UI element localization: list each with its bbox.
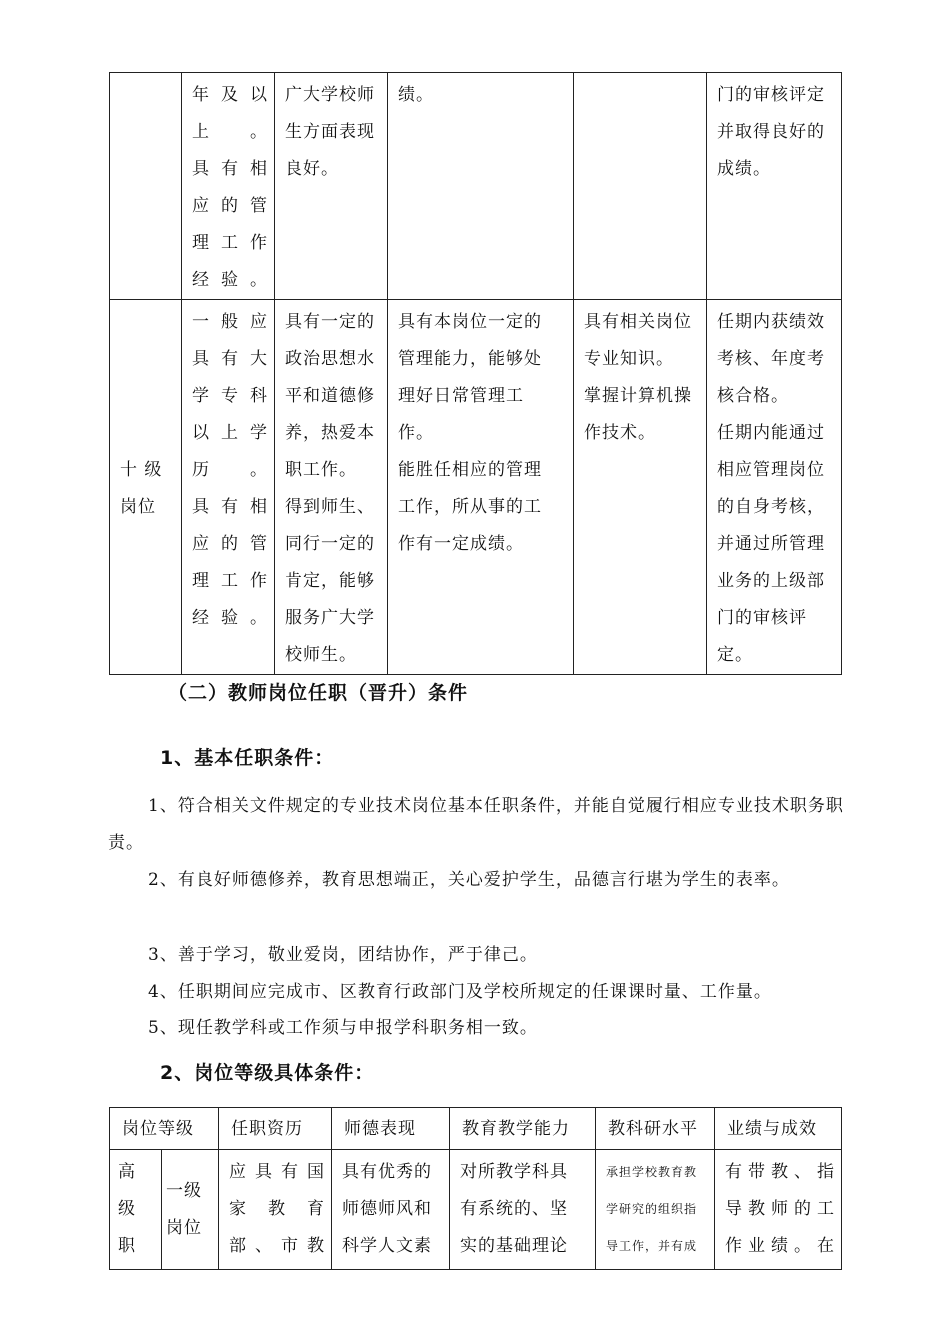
table-row xyxy=(110,1150,842,1270)
list-item: 4、任职期间应完成市、区教育行政部门及学校所规定的任课课时量、工作量。 xyxy=(148,982,772,1002)
table-cell xyxy=(388,73,574,300)
header-text: 业绩与成效 xyxy=(727,1118,817,1139)
header-text: 师德表现 xyxy=(344,1118,416,1139)
cell-text: 广大学校师 生方面表现 良好。 xyxy=(285,85,375,179)
table-cell xyxy=(574,73,707,300)
cell-text: 门的审核评定 并取得良好的 成绩。 xyxy=(717,85,825,179)
column-header xyxy=(715,1108,842,1150)
subsection-title-specific: 2、岗位等级具体条件： xyxy=(160,1062,375,1084)
table-cell xyxy=(182,73,275,300)
table-cell xyxy=(110,1150,162,1270)
cell-text: 应具有国 家教育 部、市教 xyxy=(229,1162,325,1256)
subsection-title-basic: 1、基本任职条件： xyxy=(160,747,335,769)
header-text: 教科研水平 xyxy=(608,1118,698,1139)
cell-text: 具有相关岗位 专业知识。 掌握计算机操 作技术。 xyxy=(584,312,692,443)
list-item: 1、符合相关文件规定的专业技术岗位基本任职条件，并能自觉履行相应专业技术职务职责。 xyxy=(108,796,844,853)
table-row xyxy=(110,73,842,300)
cell-text: 承担学校教育教 学研究的组织指 导工作，并有成 xyxy=(606,1165,698,1253)
cell-text: 有带教、指 导教师的工 作业绩。在 xyxy=(725,1162,835,1256)
table-cell xyxy=(707,73,842,300)
cell-text: 具有一定的 政治思想水 平和道德修 养，热爱本 职工作。 得到师生、 同行一定的 肯定，能够 服务广大学 校师生。 xyxy=(285,312,375,665)
table-cell xyxy=(182,300,275,675)
level-label: 一级 岗位 xyxy=(166,1180,202,1238)
section-title: （二）教师岗位任职（晋升）条件 xyxy=(168,682,469,704)
table-cell xyxy=(450,1150,596,1270)
cell-text xyxy=(110,73,181,77)
category-label: 高 级 职 xyxy=(118,1162,136,1256)
header-text: 任职资历 xyxy=(231,1118,303,1139)
cell-text: 年及以 上。 具有相 应的管 理工作 经验。 xyxy=(192,85,268,290)
header-text: 教育教学能力 xyxy=(462,1118,570,1139)
column-header xyxy=(110,1108,219,1150)
table-cell xyxy=(596,1150,715,1270)
teacher-post-conditions-table xyxy=(109,1107,842,1270)
table-cell xyxy=(110,300,182,675)
list-item: 5、现任教学科或工作须与申报学科职务相一致。 xyxy=(148,1018,538,1038)
admin-post-conditions-table xyxy=(109,72,842,675)
list-item: 2、有良好师德修养，教育思想端正，关心爱护学生，品德言行堪为学生的表率。 xyxy=(148,870,790,890)
table-cell xyxy=(162,1150,219,1270)
column-header xyxy=(596,1108,715,1150)
cell-text: 对所教学科具 有系统的、坚 实的基础理论 xyxy=(460,1162,568,1256)
column-header xyxy=(450,1108,596,1150)
cell-text: 任期内获绩效 考核、年度考 核合格。 任期内能通过 相应管理岗位 的自身考核， 并通过所管理 业务的上级部 门的审核评 定。 xyxy=(717,312,825,665)
column-header xyxy=(219,1108,332,1150)
cell-text: 绩。 xyxy=(398,85,434,105)
table-header-row xyxy=(110,1108,842,1150)
table-cell xyxy=(219,1150,332,1270)
header-text: 岗位等级 xyxy=(122,1118,194,1139)
table-cell xyxy=(715,1150,842,1270)
cell-text: 一般应 具有大 学专科 以上学 历。 具有相 应的管 理工作 经验。 xyxy=(192,312,268,628)
table-cell xyxy=(388,300,574,675)
table-cell xyxy=(707,300,842,675)
cell-text xyxy=(574,73,706,77)
table-cell xyxy=(275,300,388,675)
table-cell xyxy=(332,1150,450,1270)
cell-text: 具有优秀的 师德师风和 科学人文素 xyxy=(342,1162,432,1256)
list-item: 3、善于学习，敬业爱岗，团结协作，严于律己。 xyxy=(148,945,538,965)
table-row xyxy=(110,300,842,675)
table-cell xyxy=(574,300,707,675)
cell-text: 具有本岗位一定的 管理能力，能够处 理好日常管理工 作。 能胜任相应的管理 工作，所从事的工 作有一定成绩。 xyxy=(398,312,542,554)
table-cell xyxy=(275,73,388,300)
table-cell xyxy=(110,73,182,300)
post-level-label: 十 级 岗位 xyxy=(120,460,163,517)
column-header xyxy=(332,1108,450,1150)
